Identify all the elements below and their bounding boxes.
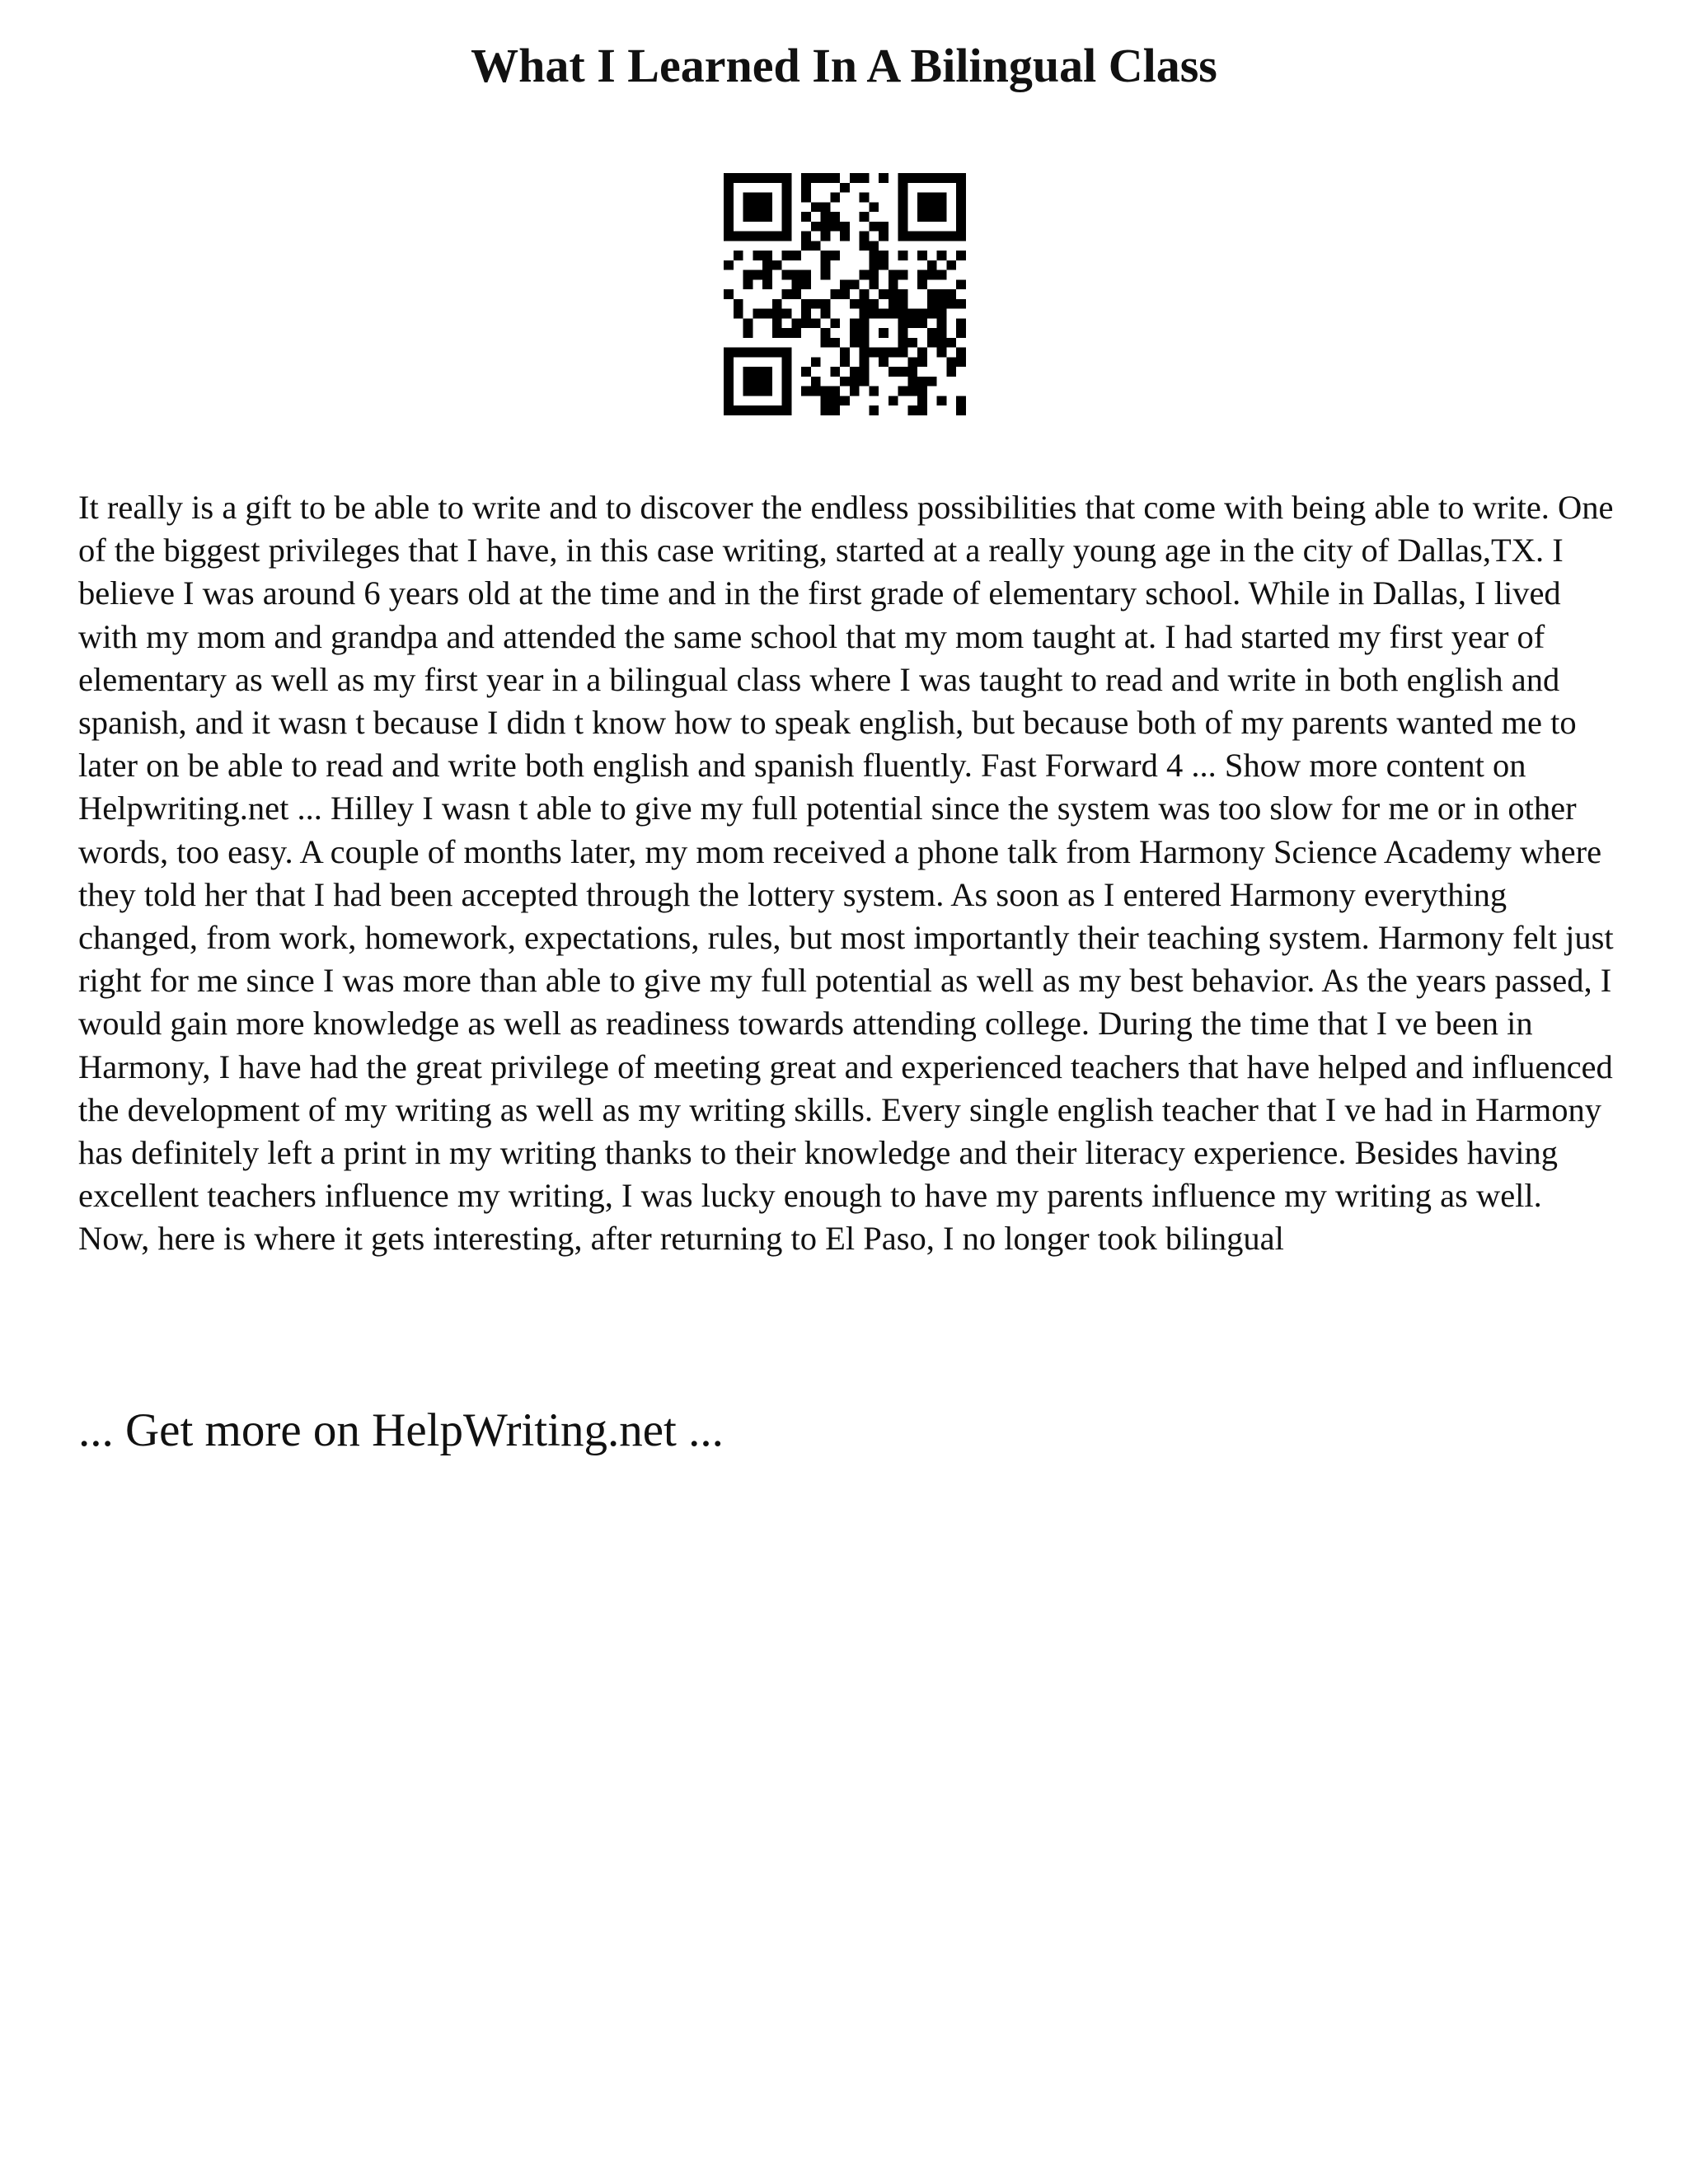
page-title: What I Learned In A Bilingual Class	[471, 39, 1217, 92]
qr-code-icon[interactable]	[724, 173, 966, 415]
get-more-link[interactable]: ... Get more on HelpWriting.net ...	[78, 1404, 724, 1456]
article-body: It really is a gift to be able to write and to discover the endless possibilities that come with being able to write. One of the biggest privileges that I have, in this case writing, started at a really young age in the city of Dallas,TX. I believe I was around 6 years old at the time and in the first grade of elementary school. While in Dallas, I lived with my mom and grandpa and attended the same school that my mom taught at. I had started my first year of elementary as well as my first year in a bilingual class where I was taught to read and write in both english and spanish, and it wasn t because I didn t know how to speak english, but because both of my parents wanted me to later on be able to read and write both english and spanish fluently. Fast Forward 4 ... Show more content on Helpwriting.net ... Hilley I wasn t able to give my full potential since the system was too slow for me or in other words, too easy. A couple of months later, my mom received a phone talk from Harmony Science Academy where they told her that I had been accepted through the lottery system. As soon as I entered Harmony everything changed, from work, homework, expectations, rules, but most importantly their teaching system. Harmony felt just right for me since I was more than able to give my full potential as well as my best behavior. As the years passed, I would gain more knowledge as well as readiness towards attending college. During the time that I ve been in Harmony, I have had the great privilege of meeting great and experienced teachers that have helped and influenced the development of my writing as well as my writing skills. Every single english teacher that I ve had in Harmony has definitely left a print in my writing thanks to their knowledge and their literacy experience. Besides having excellent teachers influence my writing, I was lucky enough to have my parents influence my writing as well. Now, here is where it gets interesting, after returning to El Paso, I no longer took bilingual	[78, 489, 1614, 1258]
